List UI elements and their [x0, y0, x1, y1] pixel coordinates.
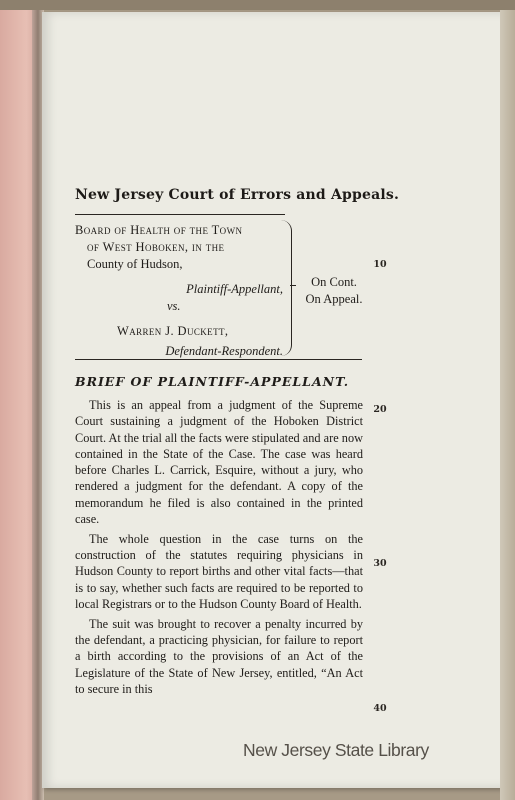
- line-number-10: 10: [373, 259, 387, 270]
- plaintiff-name-line-3: County of Hudson,: [87, 257, 183, 271]
- case-caption: [75, 222, 283, 360]
- plaintiff-role: Plaintiff-Appellant,: [186, 282, 283, 296]
- plaintiff-name-line-1: Board of Health of the Town: [75, 223, 243, 237]
- caption-top-rule: [75, 214, 285, 215]
- line-number-40: 40: [373, 703, 387, 714]
- line-number-30: 30: [373, 558, 387, 569]
- defendant-role: Defendant-Respondent.: [165, 344, 283, 358]
- court-title: New Jersey Court of Errors and Appeals.: [75, 187, 400, 203]
- paragraph: This is an appeal from a judgment of the Supreme Court sustaining a judgment of the Hoboken District Court. At the trial all the facts were stipulated and are now contained in the State of the Case. The case was heard before Charles L. Carrick, Esquire, without a jury, who rendered a judgment for the defendant. A copy of the memorandum he filed is also contained in the printed case.: [75, 398, 363, 527]
- paragraph: The suit was brought to recover a penalty incurred by the defendant, a practicing physician, for failure to report a birth according to the provisions of an Act of the Legislature of the State of New Jersey, entitled, “An Act to secure in this: [75, 616, 363, 697]
- paragraph: The whole question in the case turns on the construction of the statutes requiring physicians in Hudson County to report births and other vital facts—that is to say, whether such facts are required to be reported to local Registrars or to the Hudson County Board of Health.: [75, 531, 363, 612]
- line-number-20: 20: [373, 404, 387, 415]
- plaintiff-name-line-2: of West Hoboken, in the: [87, 240, 225, 254]
- caption-bottom-rule: [75, 359, 362, 360]
- brief-body: [75, 397, 363, 701]
- proceeding-line-1: On Cont.: [311, 275, 357, 289]
- scan-background: [0, 0, 515, 10]
- versus: vs.: [167, 299, 181, 313]
- defendant-name: Warren J. Duckett,: [117, 324, 229, 338]
- page-edge-right: [500, 10, 515, 800]
- caption-brace: [281, 220, 292, 356]
- brief-heading: BRIEF OF PLAINTIFF-APPELLANT.: [75, 374, 350, 389]
- proceeding-type: [294, 274, 374, 308]
- proceeding-line-2: On Appeal.: [305, 292, 363, 306]
- library-watermark: New Jersey State Library: [243, 740, 429, 760]
